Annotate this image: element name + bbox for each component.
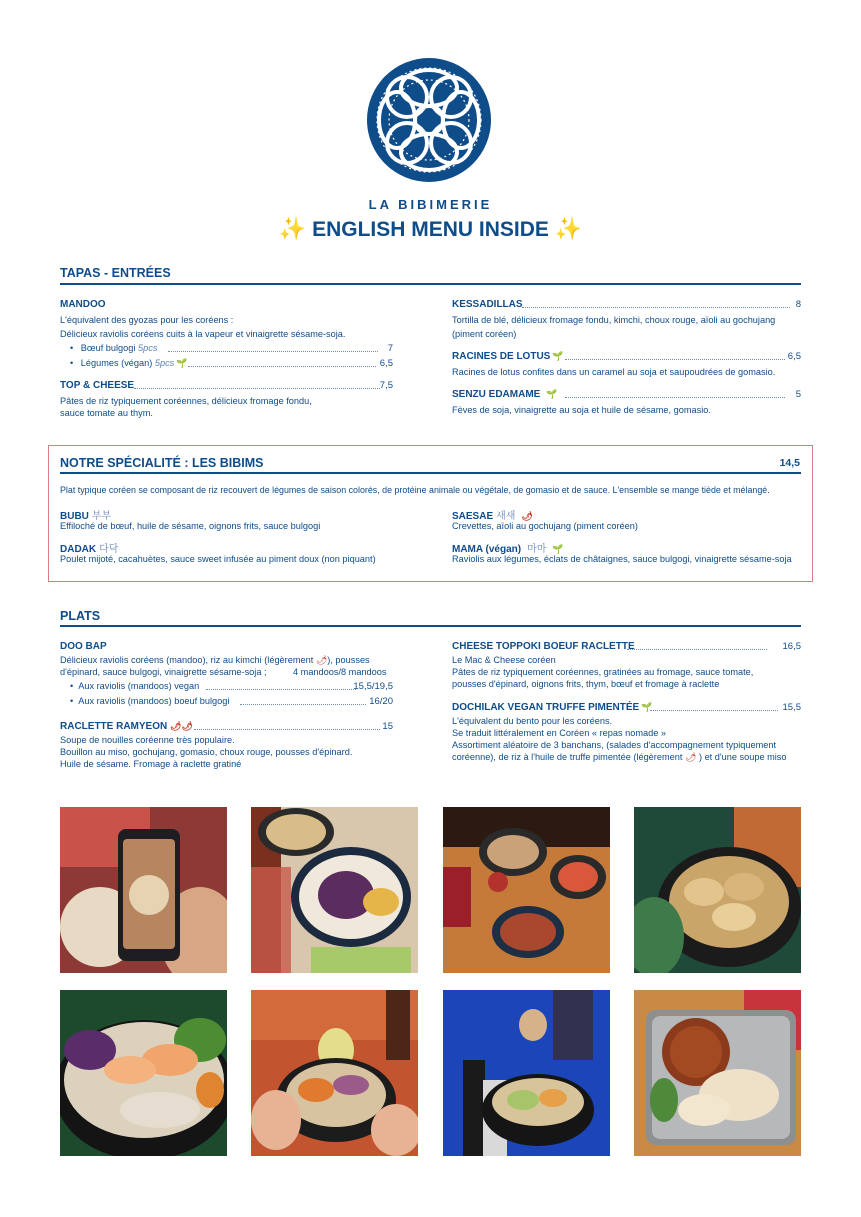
item-desc: Racines de lotus confites dans un caramel au soja et saupoudrées de gomasio. xyxy=(452,367,776,377)
dot-leader xyxy=(194,729,380,730)
photo-mandoo-bowl xyxy=(634,807,801,973)
price: 7,5 xyxy=(379,380,393,391)
price: 15,5 xyxy=(782,702,801,713)
brand-name: LA BIBIMERIE xyxy=(368,197,493,212)
portion-label: 4 mandoos/8 mandoos xyxy=(293,667,387,677)
item-desc: Pâtes de riz typiquement coréennes, gratinées au fromage, sauce tomate, xyxy=(452,667,754,677)
photo-shrimp-bowl xyxy=(60,990,227,1156)
item-desc: Poulet mijoté, cacahuètes, sauce sweet infusée au piment doux (non piquant) xyxy=(60,554,376,564)
menu-subtitle xyxy=(0,216,861,242)
item-desc: pousses d'épinard, oignons frits, thym, bœuf et fromage à raclette xyxy=(452,679,720,689)
item-racines-lotus: RACINES DE LOTUS 🌱 xyxy=(452,351,564,362)
item-desc: L'équivalent du bento pour les coréens. xyxy=(452,716,613,726)
leaf-icon: 🌱 xyxy=(552,544,564,554)
sparkle-icon: ✨ xyxy=(554,216,583,241)
item-desc: Soupe de nouilles coréenne très populaire. xyxy=(60,735,235,745)
price: 6,5 xyxy=(787,351,801,362)
item-desc: Pâtes de riz typiquement coréennes, délicieux fromage fondu, xyxy=(60,396,312,406)
item-dochilak: DOCHILAK VEGAN TRUFFE PIMENTÉE 🌱 xyxy=(452,702,653,713)
price: 15 xyxy=(382,721,393,732)
section-divider xyxy=(60,472,801,474)
sparkle-icon: ✨ xyxy=(278,216,307,241)
photo-phone-food xyxy=(60,807,227,973)
item-desc: Délicieux raviolis coréens cuits à la vapeur et vinaigrette sésame-soja. xyxy=(60,329,346,339)
item-desc: Le Mac & Cheese coréen xyxy=(452,655,556,665)
item-desc: Tortilla de blé, délicieux fromage fondu, kimchi, choux rouge, aïoli au gochujang xyxy=(452,315,776,325)
subtitle-text: ENGLISH MENU INSIDE xyxy=(312,218,549,241)
dot-leader xyxy=(206,689,356,690)
option-vegan: • Légumes (végan) 5pcs 🌱 xyxy=(70,358,187,369)
item-desc: Raviolis aux légumes, éclats de châtaignes, sauce bulgogi, vinaigrette sésame-soja xyxy=(452,554,792,564)
item-senzu-edamame: SENZU EDAMAME 🌱 xyxy=(452,389,558,400)
price: 7 xyxy=(387,343,393,354)
item-mandoo: MANDOO xyxy=(60,299,106,310)
price: 16/20 xyxy=(369,696,393,707)
item-desc: Effiloché de bœuf, huile de sésame, oignons frits, sauce bulgogi xyxy=(60,521,321,531)
option-beef: • Bœuf bulgogi 5pcs xyxy=(70,343,157,353)
photo-bowl-chopsticks xyxy=(251,990,418,1156)
option-beef: • Aux raviolis (mandoos) boeuf bulgogi xyxy=(70,696,229,706)
item-doo-bap: DOO BAP xyxy=(60,641,107,652)
dot-leader xyxy=(134,388,380,389)
item-desc: d'épinard, sauce bulgogi, vinaigrette sésame-soja ; xyxy=(60,667,267,677)
item-kessadillas: KESSADILLAS xyxy=(452,299,523,310)
item-desc: sauce tomate au thym. xyxy=(60,408,153,418)
photo-dochilak-tray xyxy=(634,990,801,1156)
specialty-price: 14,5 xyxy=(779,457,800,469)
item-saesae: SAESAE 새새 🌶 xyxy=(452,511,533,522)
photo-noodle-bowl xyxy=(443,990,610,1156)
section-divider xyxy=(60,625,801,627)
item-dadak: DADAK 다닥 xyxy=(60,544,119,555)
dot-leader xyxy=(240,704,366,705)
dot-leader xyxy=(522,307,790,308)
item-desc: Délicieux raviolis coréens (mandoo), riz au kimchi (légèrement 🌶), pousses xyxy=(60,655,370,665)
item-desc: Assortiment aléatoire de 3 banchans, (salades d'accompagnement typiquement xyxy=(452,740,777,750)
dot-leader xyxy=(565,397,785,398)
photo-sharing-table xyxy=(443,807,610,973)
item-desc: Fèves de soja, vinaigrette au soja et huile de sésame, gomasio. xyxy=(452,405,711,415)
item-desc: Crevettes, aïoli au gochujang (piment coréen) xyxy=(452,521,638,531)
price: 15,5/19,5 xyxy=(353,681,393,692)
item-desc: L'équivalent des gyozas pour les coréens : xyxy=(60,315,234,325)
section-title-tapas: TAPAS - ENTRÉES xyxy=(60,266,171,280)
section-title-plats: PLATS xyxy=(60,609,101,623)
item-desc: Se traduit littéralement en Coréen « repas nomade » xyxy=(452,728,666,738)
item-desc: coréenne), de riz à l'huile de truffe pimentée (légèrement 🌶 ) et d'une soupe miso xyxy=(452,752,787,762)
item-mama: MAMA (végan) 마마 🌱 xyxy=(452,544,564,555)
dot-leader xyxy=(168,351,378,352)
price: 6,5 xyxy=(379,358,393,369)
price: 5 xyxy=(795,389,801,400)
dot-leader xyxy=(565,359,785,360)
item-cheese-toppoki: CHEESE TOPPOKI BOEUF RACLETTE xyxy=(452,641,635,652)
dot-leader xyxy=(188,366,376,367)
item-desc: Bouillon au miso, gochujang, gomasio, choux rouge, pousses d'épinard. xyxy=(60,747,353,757)
price: 8 xyxy=(795,299,801,310)
dot-leader xyxy=(627,649,767,650)
chili-icon: 🌶 xyxy=(315,655,328,665)
option-vegan: • Aux raviolis (mandoos) vegan xyxy=(70,681,199,691)
section-divider xyxy=(60,283,801,285)
chili-icon: 🌶 xyxy=(684,752,697,762)
item-desc: (piment coréen) xyxy=(452,329,517,339)
item-raclette-ramyeon: RACLETTE RAMYEON 🌶🌶 xyxy=(60,721,193,732)
leaf-icon: 🌱 xyxy=(641,702,653,712)
item-bubu: BUBU 부부 xyxy=(60,511,112,522)
chili-icon: 🌶🌶 xyxy=(170,721,193,731)
specialty-intro: Plat typique coréen se composant de riz recouvert de légumes de saison colorés, de protéine animale ou végétale, de gomasio et de sauce. L'ensemble se mange tiède et mélangé. xyxy=(60,485,770,495)
photo-bibim-bowl xyxy=(251,807,418,973)
chili-icon: 🌶 xyxy=(521,511,533,521)
dot-leader xyxy=(650,710,778,711)
leaf-icon: 🌱 xyxy=(552,351,564,361)
leaf-icon: 🌱 xyxy=(176,358,188,368)
item-top-cheese: TOP & CHEESE xyxy=(60,380,135,391)
item-desc: Huile de sésame. Fromage à raclette gratiné xyxy=(60,759,242,769)
knot-logo-icon xyxy=(362,55,496,185)
price: 16,5 xyxy=(782,641,801,652)
section-title-specialty: NOTRE SPÉCIALITÉ : LES BIBIMS xyxy=(60,456,264,470)
leaf-icon: 🌱 xyxy=(546,389,558,399)
